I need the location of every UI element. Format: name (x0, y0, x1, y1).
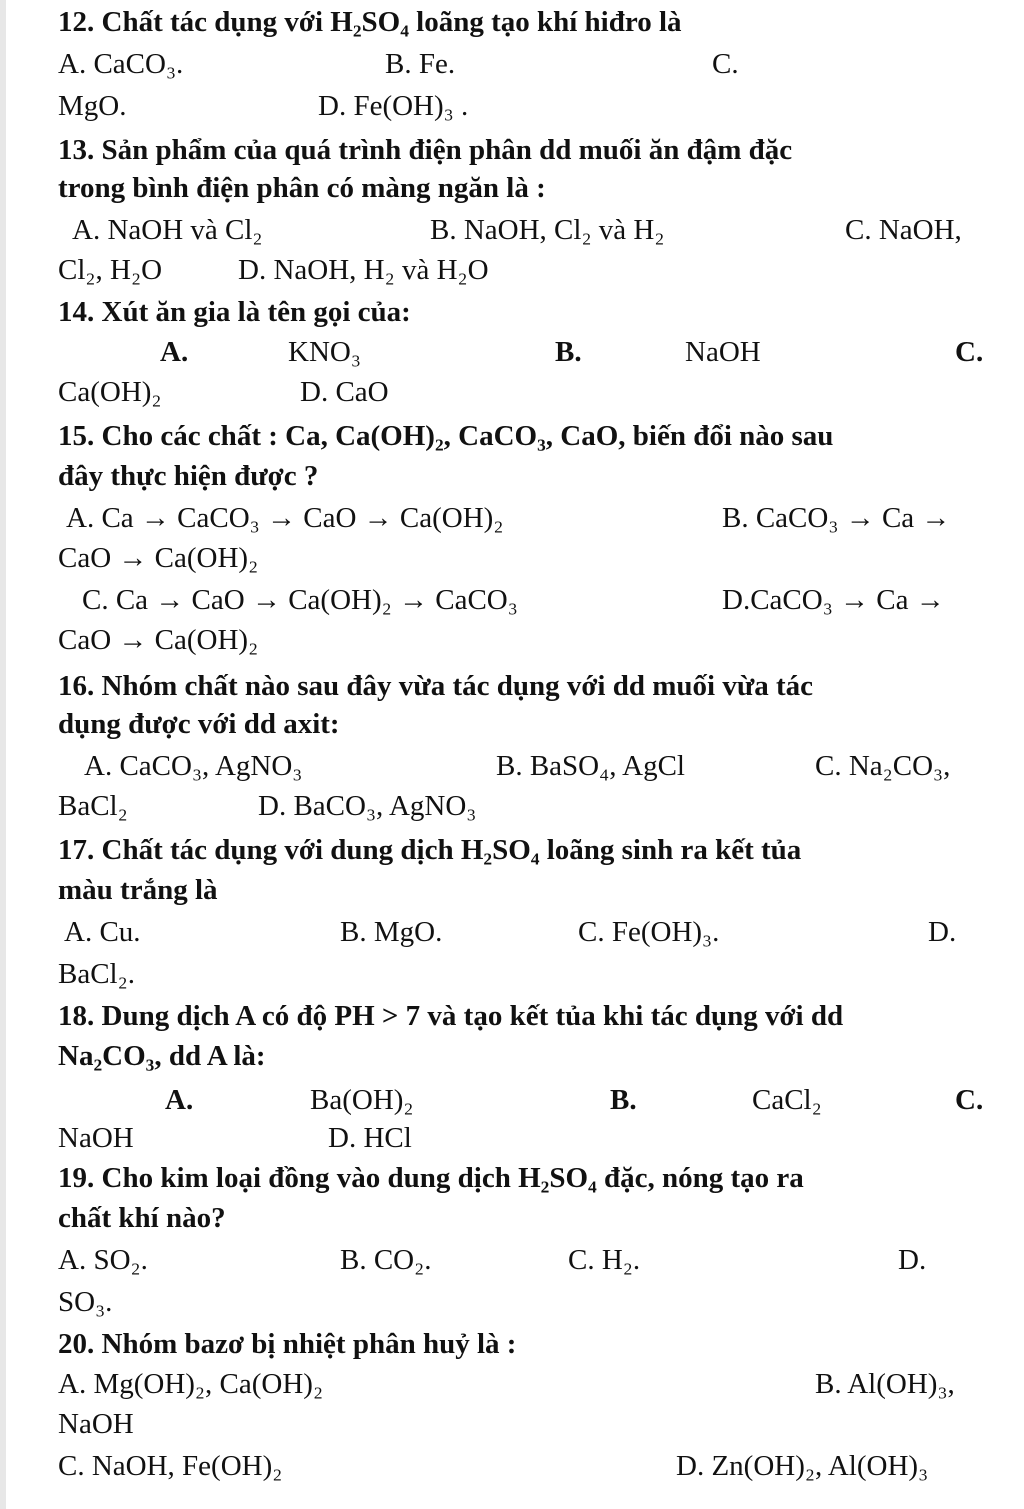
option-18b-value: CaCl₂ (752, 1084, 822, 1116)
option-12b: B. Fe. (385, 48, 456, 80)
question-12-title: 12. Chất tác dụng với H₂SO₄ loãng tạo khí hiđro là (58, 6, 682, 38)
option-19c: C. H₂. (568, 1244, 641, 1276)
question-16-title-1: 16. Nhóm chất nào sau đây vừa tác dụng với dd muối vừa tác (58, 670, 814, 702)
option-12a: A. CaCO₃. (58, 48, 184, 80)
question-16-title-2: dụng được với dd axit: (58, 708, 340, 740)
question-12-title-row (0, 2, 1024, 42)
question-15-title-2: đây thực hiện được ? (58, 460, 319, 492)
question-20-title: 20. Nhóm bazơ bị nhiệt phân huỷ là : (58, 1328, 517, 1360)
option-13c-cont: Cl₂, H₂O (58, 254, 163, 286)
option-14b-letter: B. (555, 336, 582, 368)
question-19-options-row-2 (0, 1282, 1024, 1322)
question-16-options-row (0, 746, 1024, 786)
option-20b-cont: NaOH (58, 1408, 134, 1440)
question-18-title-2: Na₂CO₃, dd A là: (58, 1040, 266, 1072)
option-20b: B. Al(OH)₃, (815, 1368, 955, 1400)
question-13-title-row-1 (0, 130, 1024, 170)
question-13-options-row (0, 210, 1024, 250)
option-13b: B. NaOH, Cl₂ và H₂ (430, 214, 665, 246)
question-13-title-2: trong bình điện phân có màng ngăn là : (58, 172, 546, 204)
option-17d-cont: BaCl₂. (58, 958, 135, 990)
option-18c-value: NaOH (58, 1122, 134, 1154)
question-13-options-row-2 (0, 250, 1024, 290)
option-17c: C. Fe(OH)₃. (578, 916, 720, 948)
option-13c: C. NaOH, (845, 214, 962, 246)
option-17b: B. MgO. (340, 916, 443, 948)
question-15-title-row-2 (0, 456, 1024, 496)
option-18c-letter: C. (955, 1084, 984, 1116)
option-15b-cont: CaO → Ca(OH)₂ (58, 542, 259, 574)
option-13d: D. NaOH, H₂ và H₂O (238, 254, 489, 286)
option-15c: C. Ca → CaO → Ca(OH)₂ → CaCO₃ (82, 584, 518, 616)
option-14c-value: Ca(OH)₂ (58, 376, 162, 408)
question-16-title-row-2 (0, 704, 1024, 744)
question-20-options-row (0, 1364, 1024, 1404)
option-18a-value: Ba(OH)₂ (310, 1084, 414, 1116)
question-17-title-row-2 (0, 870, 1024, 910)
option-19d-cont: SO₃. (58, 1286, 113, 1318)
question-19-title-2: chất khí nào? (58, 1202, 226, 1234)
question-17-options-row (0, 912, 1024, 952)
question-17-title-2: màu trắng là (58, 874, 218, 906)
question-19-title-1: 19. Cho kim loại đồng vào dung dịch H₂SO₄ đặc, nóng tạo ra (58, 1162, 804, 1194)
option-14d: D. CaO (300, 376, 389, 408)
option-12c: C. (712, 48, 739, 80)
option-18b-letter: B. (610, 1084, 637, 1116)
question-13-title-row-2 (0, 168, 1024, 208)
option-15a: A. Ca → CaCO₃ → CaO → Ca(OH)₂ (66, 502, 504, 534)
question-20-options-row-3 (0, 1446, 1024, 1486)
question-14-options-row-2 (0, 372, 1024, 412)
question-15-title-1: 15. Cho các chất : Ca, Ca(OH)₂, CaCO₃, CaO, biến đổi nào sau (58, 420, 834, 452)
question-15-options-row (0, 498, 1024, 538)
question-15-options-row-4 (0, 620, 1024, 660)
option-16c-cont: BaCl₂ (58, 790, 128, 822)
question-18-title-row-1 (0, 996, 1024, 1036)
option-12c-cont: MgO. (58, 90, 127, 122)
option-19b: B. CO₂. (340, 1244, 432, 1276)
option-19a: A. SO₂. (58, 1244, 148, 1276)
option-16b: B. BaSO₄, AgCl (496, 750, 685, 782)
option-18d: D. HCl (328, 1122, 412, 1154)
question-19-options-row (0, 1240, 1024, 1280)
question-14-options-row (0, 332, 1024, 372)
question-18-title-1: 18. Dung dịch A có độ PH > 7 và tạo kết tủa khi tác dụng với dd (58, 1000, 844, 1032)
option-14b-value: NaOH (685, 336, 761, 368)
question-18-options-row (0, 1080, 1024, 1120)
question-20-options-row-2 (0, 1404, 1024, 1444)
option-14a-letter: A. (160, 336, 189, 368)
question-19-title-row-2 (0, 1198, 1024, 1238)
question-13-title-1: 13. Sản phẩm của quá trình điện phân dd muối ăn đậm đặc (58, 134, 793, 166)
option-15d-cont: CaO → Ca(OH)₂ (58, 624, 259, 656)
question-17-title-row-1 (0, 830, 1024, 870)
question-16-title-row-1 (0, 666, 1024, 706)
option-15d: D.CaCO₃ → Ca → (722, 584, 945, 616)
option-17d: D. (928, 916, 957, 948)
option-18a-letter: A. (165, 1084, 194, 1116)
question-16-options-row-2 (0, 786, 1024, 826)
question-12-options-row-2 (0, 86, 1024, 126)
option-15b: B. CaCO₃ → Ca → (722, 502, 951, 534)
question-15-options-row-3 (0, 580, 1024, 620)
question-18-title-row-2 (0, 1036, 1024, 1076)
option-20d: D. Zn(OH)₂, Al(OH)₃ (676, 1450, 929, 1482)
option-19d: D. (898, 1244, 927, 1276)
question-12-options-row (0, 44, 1024, 84)
option-20c: C. NaOH, Fe(OH)₂ (58, 1450, 283, 1482)
option-16a: A. CaCO₃, AgNO₃ (84, 750, 303, 782)
question-18-options-row-2 (0, 1118, 1024, 1158)
question-14-title: 14. Xút ăn gia là tên gọi của: (58, 296, 411, 328)
option-16c: C. Na₂CO₃, (815, 750, 951, 782)
option-20a: A. Mg(OH)₂, Ca(OH)₂ (58, 1368, 324, 1400)
option-14a-value: KNO₃ (288, 336, 361, 368)
question-17-options-row-2 (0, 954, 1024, 994)
option-14c-letter: C. (955, 336, 984, 368)
question-15-title-row-1 (0, 416, 1024, 456)
option-16d: D. BaCO₃, AgNO₃ (258, 790, 477, 822)
option-17a: A. Cu. (64, 916, 141, 948)
option-13a: A. NaOH và Cl₂ (72, 214, 263, 246)
option-12d: D. Fe(OH)₃ . (318, 90, 469, 122)
question-15-options-row-2 (0, 538, 1024, 578)
question-20-title-row (0, 1324, 1024, 1364)
question-14-title-row (0, 292, 1024, 332)
question-17-title-1: 17. Chất tác dụng với dung dịch H₂SO₄ loãng sinh ra kết tủa (58, 834, 802, 866)
question-19-title-row-1 (0, 1158, 1024, 1198)
